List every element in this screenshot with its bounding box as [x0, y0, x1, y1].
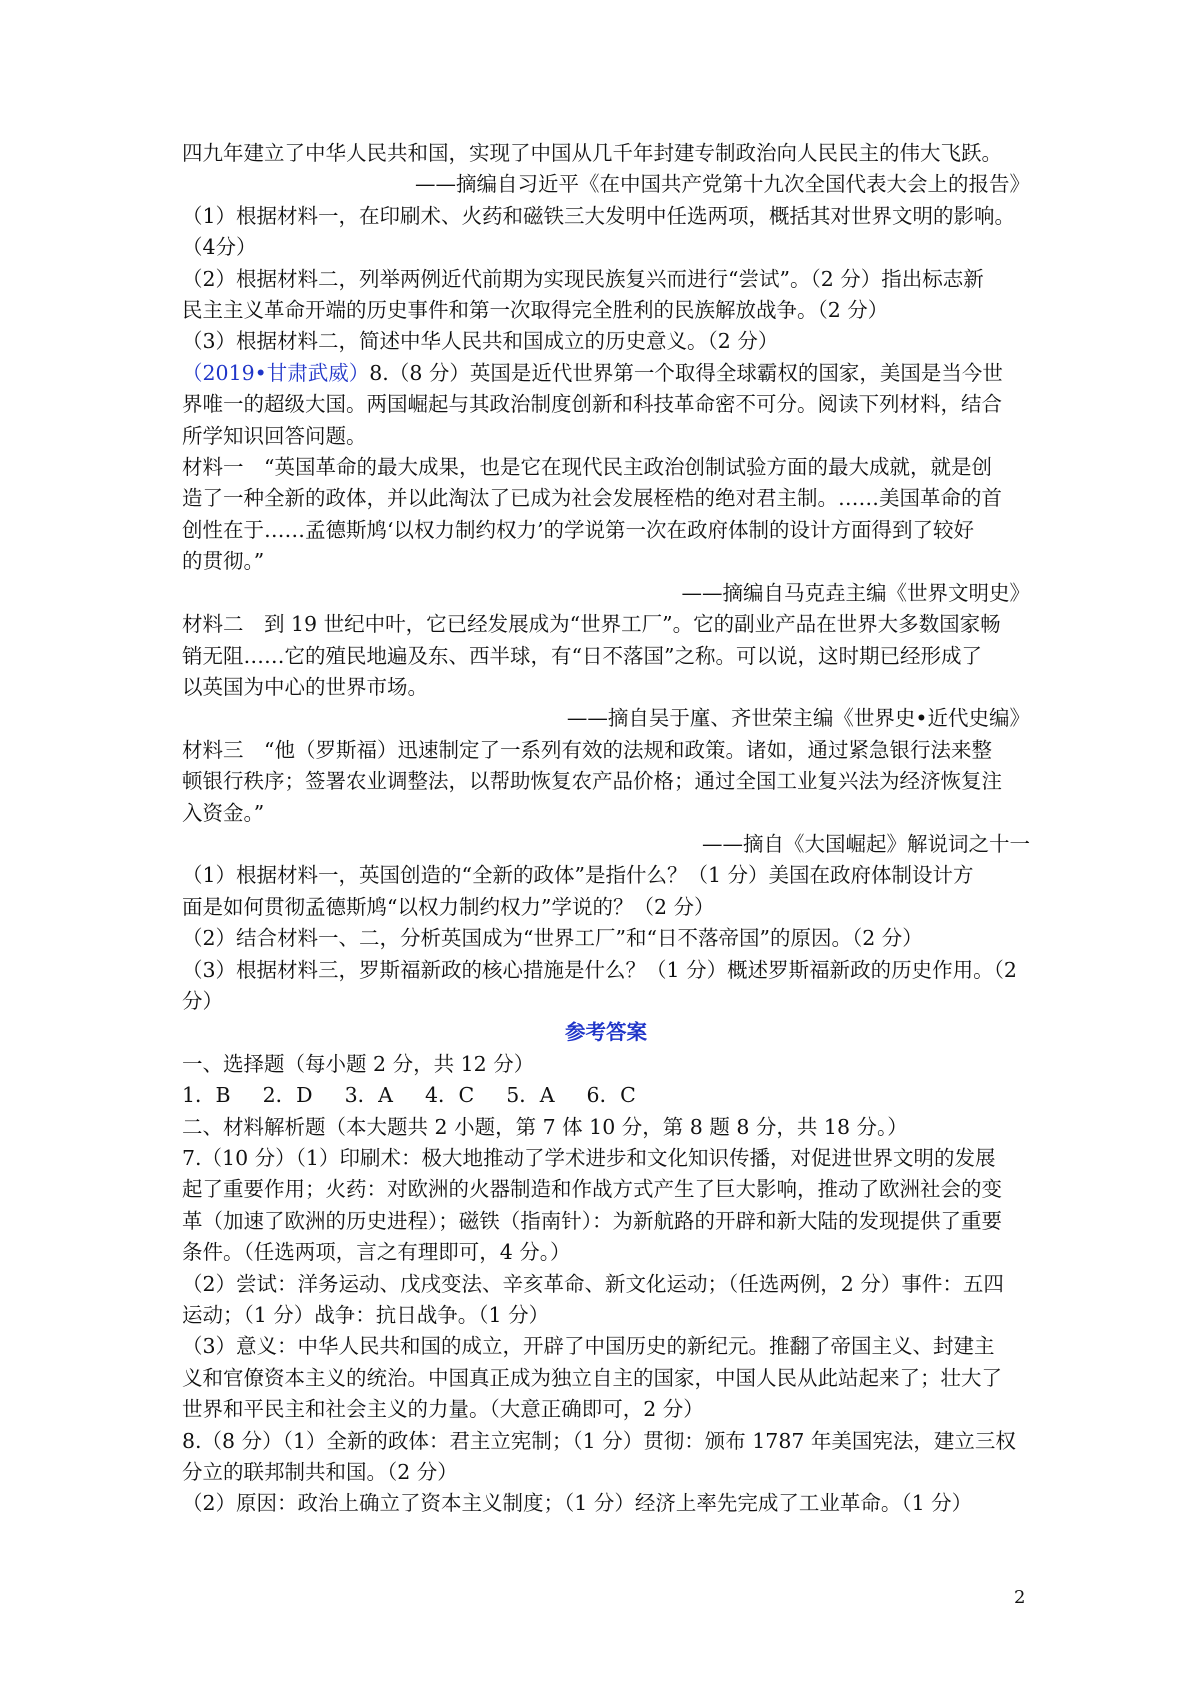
- answer-8-2: （2）原因：政治上确立了资本主义制度；（1 分）经济上率先完成了工业革命。（1 分）: [182, 1491, 973, 1516]
- question-7-1-score: （4分）: [182, 235, 257, 260]
- question-source-tag: （2019•甘肃武威）: [182, 360, 370, 385]
- question-8-text: 8.（8 分）英国是近代世界第一个取得全球霸权的国家，美国是当今世: [369, 360, 1003, 385]
- answer-heading: 参考答案: [565, 1020, 647, 1045]
- question-8-3-cont: 分）: [182, 988, 223, 1013]
- question-7-3: （3）根据材料二，简述中华人民共和国成立的历史意义。（2 分）: [182, 329, 779, 354]
- material-1-cont: 造了一种全新的政体，并以此淘汰了已成为社会发展桎梏的绝对君主制。……美国革命的首: [182, 486, 1002, 511]
- choice-answer: 6．C: [586, 1083, 636, 1108]
- source-citation: ——摘编自马克垚主编《世界文明史》: [681, 580, 1030, 605]
- choice-answer: 1．B: [182, 1083, 231, 1108]
- source-citation: ——摘自吴于廑、齐世荣主编《世界史•近代史编》: [566, 706, 1030, 731]
- question-8-1: （1）根据材料一，英国创造的“全新的政体”是指什么？（1 分）美国在政府体制设计方: [182, 863, 974, 888]
- text-line: 四九年建立了中华人民共和国，实现了中国从几千年封建专制政治向人民民主的伟大飞跃。: [182, 141, 1002, 165]
- question-8-1-cont: 面是如何贯彻孟德斯鸠“以权力制约权力”学说的？（2 分）: [182, 894, 715, 919]
- answer-7-2: （2）尝试：洋务运动、戊戌变法、辛亥革命、新文化运动；（任选两例，2 分）事件：五四: [182, 1271, 1004, 1296]
- material-1-cont: 创性在于……孟德斯鸠‘以权力制约权力’的学说第一次在政府体制的设计方面得到了较好: [182, 517, 975, 542]
- source-citation: ——摘自《大国崛起》解说词之十一: [702, 831, 1030, 856]
- question-7-2-cont: 民主主义革命开端的历史事件和第一次取得完全胜利的民族解放战争。（2 分）: [182, 298, 889, 323]
- choice-answer: 4．C: [424, 1083, 475, 1108]
- question-8-2: （2）结合材料一、二，分析英国成为“世界工厂”和“日不落帝国”的原因。（2 分）: [182, 926, 923, 951]
- answer-8-1: 8.（8 分）（1）全新的政体：君主立宪制；（1 分）贯彻：颁布 1787 年美国宪法，建立三权: [182, 1428, 1016, 1453]
- choice-answers: [182, 1080, 1030, 1111]
- page-number: 2: [1014, 1587, 1026, 1608]
- choice-answer: 5．A: [506, 1083, 555, 1108]
- section-heading: 二、材料解析题（本大题共 2 小题，第 7 体 10 分，第 8 题 8 分，共 18 分。）: [182, 1114, 908, 1139]
- material-2-cont: 销无阻……它的殖民地遍及东、西半球，有“日不落国”之称。可以说，这时期已经形成了: [182, 643, 982, 668]
- answer-7-1: 7.（10 分）（1）印刷术：极大地推动了学术进步和文化知识传播，对促进世界文明的发展: [182, 1146, 996, 1170]
- material-2: 材料二 到 19 世纪中叶，它已经发展成为“世界工厂”。它的副业产品在世界大多数国家畅: [182, 612, 1001, 637]
- question-8-3: （3）根据材料三，罗斯福新政的核心措施是什么？（1 分）概述罗斯福新政的历史作用。（2: [182, 957, 1017, 982]
- material-1: 材料一 “英国革命的最大成果，也是它在现代民主政治创制试验方面的最大成就，就是创: [182, 455, 992, 480]
- answer-8-1-end: 分立的联邦制共和国。（2 分）: [182, 1460, 458, 1485]
- question-8-intro-cont: 界唯一的超级大国。两国崛起与其政治制度创新和科技革命密不可分。阅读下列材料，结合: [182, 392, 1002, 417]
- choice-answer: 2．D: [262, 1083, 313, 1108]
- answer-7-3-end: 世界和平民主和社会主义的力量。（大意正确即可，2 分）: [182, 1397, 704, 1422]
- answer-7-1-end: 条件。（任选两项，言之有理即可，4 分。）: [182, 1240, 571, 1265]
- question-8-intro: [182, 358, 1030, 389]
- section-heading: 一、选择题（每小题 2 分，共 12 分）: [182, 1051, 535, 1076]
- answer-7-2-end: 运动；（1 分）战争：抗日战争。（1 分）: [182, 1303, 550, 1328]
- answer-7-3-cont: 义和官僚资本主义的统治。中国真正成为独立自主的国家，中国人民从此站起来了；壮大了: [182, 1365, 1002, 1390]
- source-citation: ——摘编自习近平《在中国共产党第十九次全国代表大会上的报告》: [415, 172, 1030, 197]
- question-7-2: （2）根据材料二，列举两例近代前期为实现民族复兴而进行“尝试”。（2 分）指出标志新: [182, 266, 984, 291]
- material-1-end: 的贯彻。”: [182, 549, 265, 574]
- material-2-end: 以英国为中心的世界市场。: [182, 674, 428, 699]
- question-7-1: （1）根据材料一，在印刷术、火药和磁铁三大发明中任选两项，概括其对世界文明的影响。: [182, 203, 1016, 228]
- answer-7-3: （3）意义：中华人民共和国的成立，开辟了中国历史的新纪元。推翻了帝国主义、封建主: [182, 1334, 995, 1359]
- material-3: 材料三 “他（罗斯福）迅速制定了一系列有效的法规和政策。诸如，通过紧急银行法来整: [182, 737, 992, 762]
- answer-7-1-cont: 革（加速了欧洲的历史进程）；磁铁（指南针）：为新航路的开辟和新大陆的发现提供了重要: [182, 1208, 1002, 1233]
- choice-answer: 3．A: [344, 1083, 393, 1108]
- material-3-cont: 顿银行秩序；签署农业调整法，以帮助恢复农产品价格；通过全国工业复兴法为经济恢复注: [182, 769, 1002, 794]
- document-body: [182, 138, 1030, 1520]
- question-8-intro-end: 所学知识回答问题。: [182, 423, 367, 448]
- material-3-end: 入资金。”: [182, 800, 265, 825]
- answer-7-1-cont: 起了重要作用；火药：对欧洲的火器制造和作战方式产生了巨大影响，推动了欧洲社会的变: [182, 1177, 1002, 1202]
